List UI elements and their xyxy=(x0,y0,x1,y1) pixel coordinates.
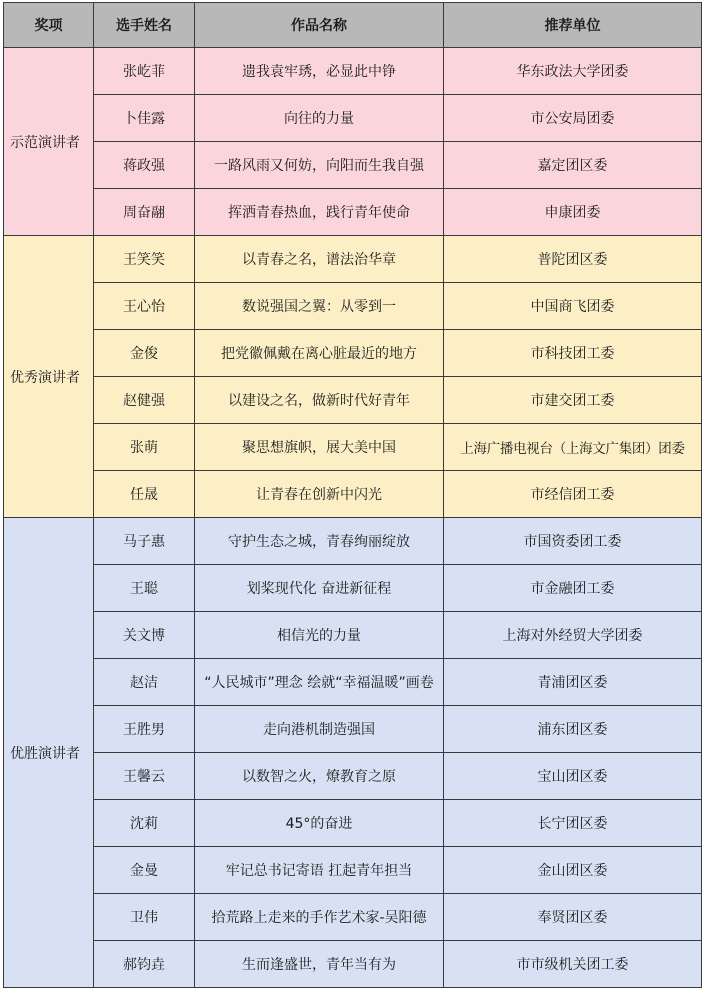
table-row xyxy=(4,753,702,800)
recommending-unit-cell: 华东政法大学团委 xyxy=(444,48,702,95)
contestant-name-cell: 卫伟 xyxy=(94,894,195,941)
contestant-name-cell: 金曼 xyxy=(94,847,195,894)
contestant-name-cell: 卜佳露 xyxy=(94,95,195,142)
recommending-unit-cell: 上海广播电视台（上海文广集团）团委 xyxy=(444,424,702,471)
award-category-cell: 示范演讲者 xyxy=(4,48,94,236)
award-category-cell: 优秀演讲者 xyxy=(4,236,94,518)
recommending-unit-cell: 市经信团工委 xyxy=(444,471,702,518)
table-row xyxy=(4,659,702,706)
recommending-unit-cell: 市公安局团委 xyxy=(444,95,702,142)
work-title-cell: 生而逢盛世，青年当有为 xyxy=(195,941,444,988)
work-title-cell: 划桨现代化 奋进新征程 xyxy=(195,565,444,612)
work-title-cell: 把党徽佩戴在离心脏最近的地方 xyxy=(195,330,444,377)
recommending-unit-cell: 市科技团工委 xyxy=(444,330,702,377)
contestant-name-cell: 蒋政强 xyxy=(94,142,195,189)
work-title-cell: 遗我袁牢琇，必显此中铮 xyxy=(195,48,444,95)
table-row xyxy=(4,847,702,894)
contestant-name-cell: 王馨云 xyxy=(94,753,195,800)
recommending-unit-cell: 市国资委团工委 xyxy=(444,518,702,565)
work-title-cell: 45°的奋进 xyxy=(195,800,444,847)
award-category-cell: 优胜演讲者 xyxy=(4,518,94,988)
work-title-cell: 相信光的力量 xyxy=(195,612,444,659)
work-title-cell: 一路风雨又何妨，向阳而生我自强 xyxy=(195,142,444,189)
table-row xyxy=(4,142,702,189)
contestant-name-cell: 周奋翮 xyxy=(94,189,195,236)
work-title-cell: 数说强国之翼：从零到一 xyxy=(195,283,444,330)
recommending-unit-cell: 申康团委 xyxy=(444,189,702,236)
header-name: 选手姓名 xyxy=(94,3,195,48)
recommending-unit-cell: 普陀团区委 xyxy=(444,236,702,283)
recommending-unit-cell: 浦东团区委 xyxy=(444,706,702,753)
recommending-unit-cell: 金山团区委 xyxy=(444,847,702,894)
contestant-name-cell: 马子惠 xyxy=(94,518,195,565)
work-title-cell: 以青春之名，谱法治华章 xyxy=(195,236,444,283)
recommending-unit-cell: 中国商飞团委 xyxy=(444,283,702,330)
work-title-cell: 挥洒青春热血，践行青年使命 xyxy=(195,189,444,236)
recommending-unit-cell: 市金融团工委 xyxy=(444,565,702,612)
recommending-unit-cell: 青浦团区委 xyxy=(444,659,702,706)
table-row xyxy=(4,283,702,330)
awards-table xyxy=(3,2,702,988)
header-row xyxy=(4,3,702,48)
table-row xyxy=(4,189,702,236)
work-title-cell: 走向港机制造强国 xyxy=(195,706,444,753)
contestant-name-cell: 张萌 xyxy=(94,424,195,471)
recommending-unit-cell: 长宁团区委 xyxy=(444,800,702,847)
contestant-name-cell: 郝钧垚 xyxy=(94,941,195,988)
table-row xyxy=(4,941,702,988)
table-row xyxy=(4,236,702,283)
table-row xyxy=(4,518,702,565)
table-row xyxy=(4,800,702,847)
recommending-unit-cell: 市建交团工委 xyxy=(444,377,702,424)
table-row xyxy=(4,565,702,612)
recommending-unit-cell: 宝山团区委 xyxy=(444,753,702,800)
work-title-cell: 聚思想旗帜，展大美中国 xyxy=(195,424,444,471)
recommending-unit-cell: 上海对外经贸大学团委 xyxy=(444,612,702,659)
contestant-name-cell: 王聪 xyxy=(94,565,195,612)
header-work: 作品名称 xyxy=(195,3,444,48)
contestant-name-cell: 赵洁 xyxy=(94,659,195,706)
recommending-unit-cell: 嘉定团区委 xyxy=(444,142,702,189)
work-title-cell: 牢记总书记寄语 扛起青年担当 xyxy=(195,847,444,894)
table-row xyxy=(4,48,702,95)
work-title-cell: 守护生态之城，青春绚丽绽放 xyxy=(195,518,444,565)
recommending-unit-cell: 奉贤团区委 xyxy=(444,894,702,941)
table-row xyxy=(4,471,702,518)
header-unit: 推荐单位 xyxy=(444,3,702,48)
contestant-name-cell: 王胜男 xyxy=(94,706,195,753)
work-title-cell: 拾荒路上走来的手作艺术家-吴阳德 xyxy=(195,894,444,941)
table-row xyxy=(4,612,702,659)
table-row xyxy=(4,424,702,471)
table-row xyxy=(4,95,702,142)
table-row xyxy=(4,894,702,941)
contestant-name-cell: 张屹菲 xyxy=(94,48,195,95)
table-row xyxy=(4,706,702,753)
work-title-cell: 以建设之名，做新时代好青年 xyxy=(195,377,444,424)
contestant-name-cell: 赵健强 xyxy=(94,377,195,424)
work-title-cell: 以数智之火，燎教育之原 xyxy=(195,753,444,800)
contestant-name-cell: 王笑笑 xyxy=(94,236,195,283)
table-body xyxy=(4,48,702,988)
work-title-cell: “人民城市”理念 绘就“幸福温暖”画卷 xyxy=(195,659,444,706)
header-award: 奖项 xyxy=(4,3,94,48)
contestant-name-cell: 金俊 xyxy=(94,330,195,377)
recommending-unit-cell: 市市级机关团工委 xyxy=(444,941,702,988)
contestant-name-cell: 关文博 xyxy=(94,612,195,659)
work-title-cell: 让青春在创新中闪光 xyxy=(195,471,444,518)
work-title-cell: 向往的力量 xyxy=(195,95,444,142)
table-row xyxy=(4,377,702,424)
contestant-name-cell: 王心怡 xyxy=(94,283,195,330)
contestant-name-cell: 任晟 xyxy=(94,471,195,518)
contestant-name-cell: 沈莉 xyxy=(94,800,195,847)
table-row xyxy=(4,330,702,377)
